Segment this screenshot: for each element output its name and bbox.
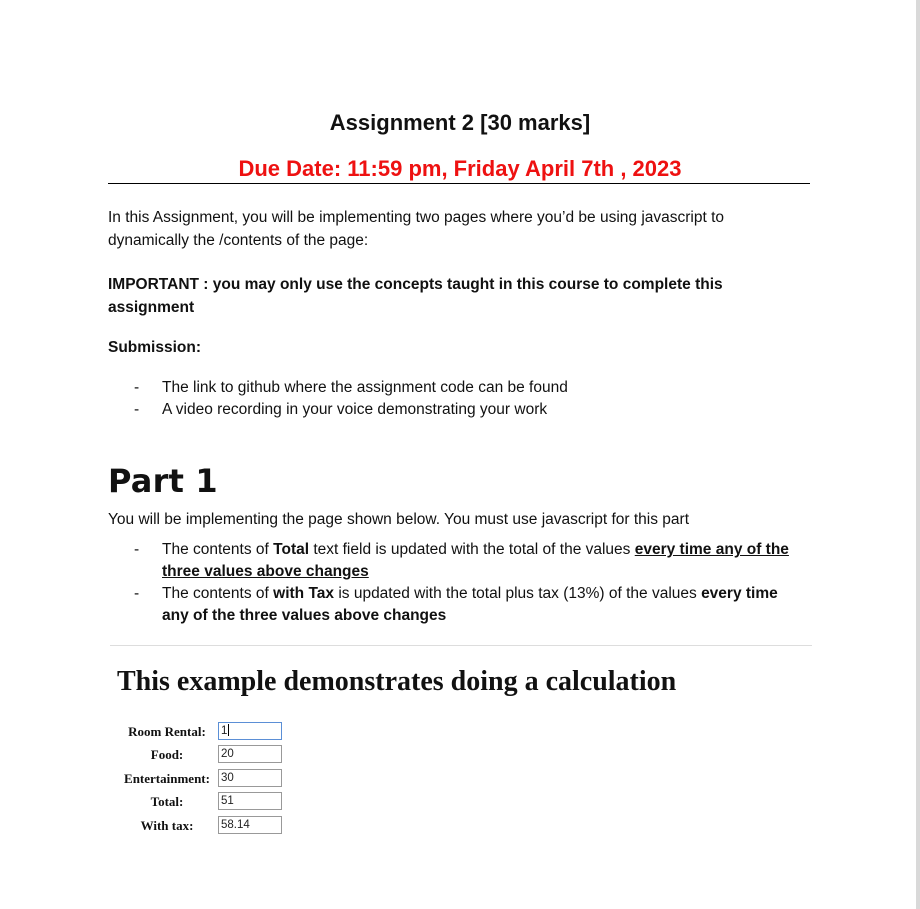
with-tax-label: With tax: [140,817,194,833]
section-divider [110,645,812,646]
page-edge [916,0,920,909]
list-item: - A video recording in your voice demonstrating your work [134,401,548,418]
example-title: This example demonstrates doing a calculation [117,666,677,697]
part1-requirements [108,539,808,627]
entertainment-input[interactable]: 30 [218,769,282,787]
room-rental-label: Room Rental: [128,724,206,739]
total-input[interactable]: 51 [218,792,282,810]
with-tax-input[interactable]: 58.14 [218,816,282,834]
submission-list [108,377,808,421]
total-label: Total: [150,794,184,810]
list-item: - The link to github where the assignment code can be found [134,379,568,396]
entertainment-label: Entertainment: [124,770,210,786]
assignment-title: Assignment 2 [30 marks] [329,110,591,135]
room-rental-input[interactable]: 1 [218,722,282,740]
due-date: Due Date: 11:59 pm, Friday April 7th , 2023 [238,156,682,181]
list-item: - The contents of Total text field is updated with the total of the values every time any of the three values above changes [134,541,789,580]
list-item: - The contents of with Tax is updated with the total plus tax (13%) of the values every time any of the three values above changes [134,585,778,624]
part1-intro: You will be implementing the page shown below. You must use javascript for this part [108,511,690,528]
part1-heading: Part 1 [108,462,218,500]
intro-paragraph: In this Assignment, you will be implementing two pages where you’d be using javascript to dynamically the /contents of the page: [108,209,725,249]
important-note: IMPORTANT : you may only use the concepts taught in this course to complete this assignment [108,276,723,316]
food-input[interactable]: 20 [218,745,282,763]
food-label: Food: [150,747,184,763]
text-caret [228,724,229,736]
title-divider [108,183,810,184]
submission-label: Submission: [108,339,202,356]
